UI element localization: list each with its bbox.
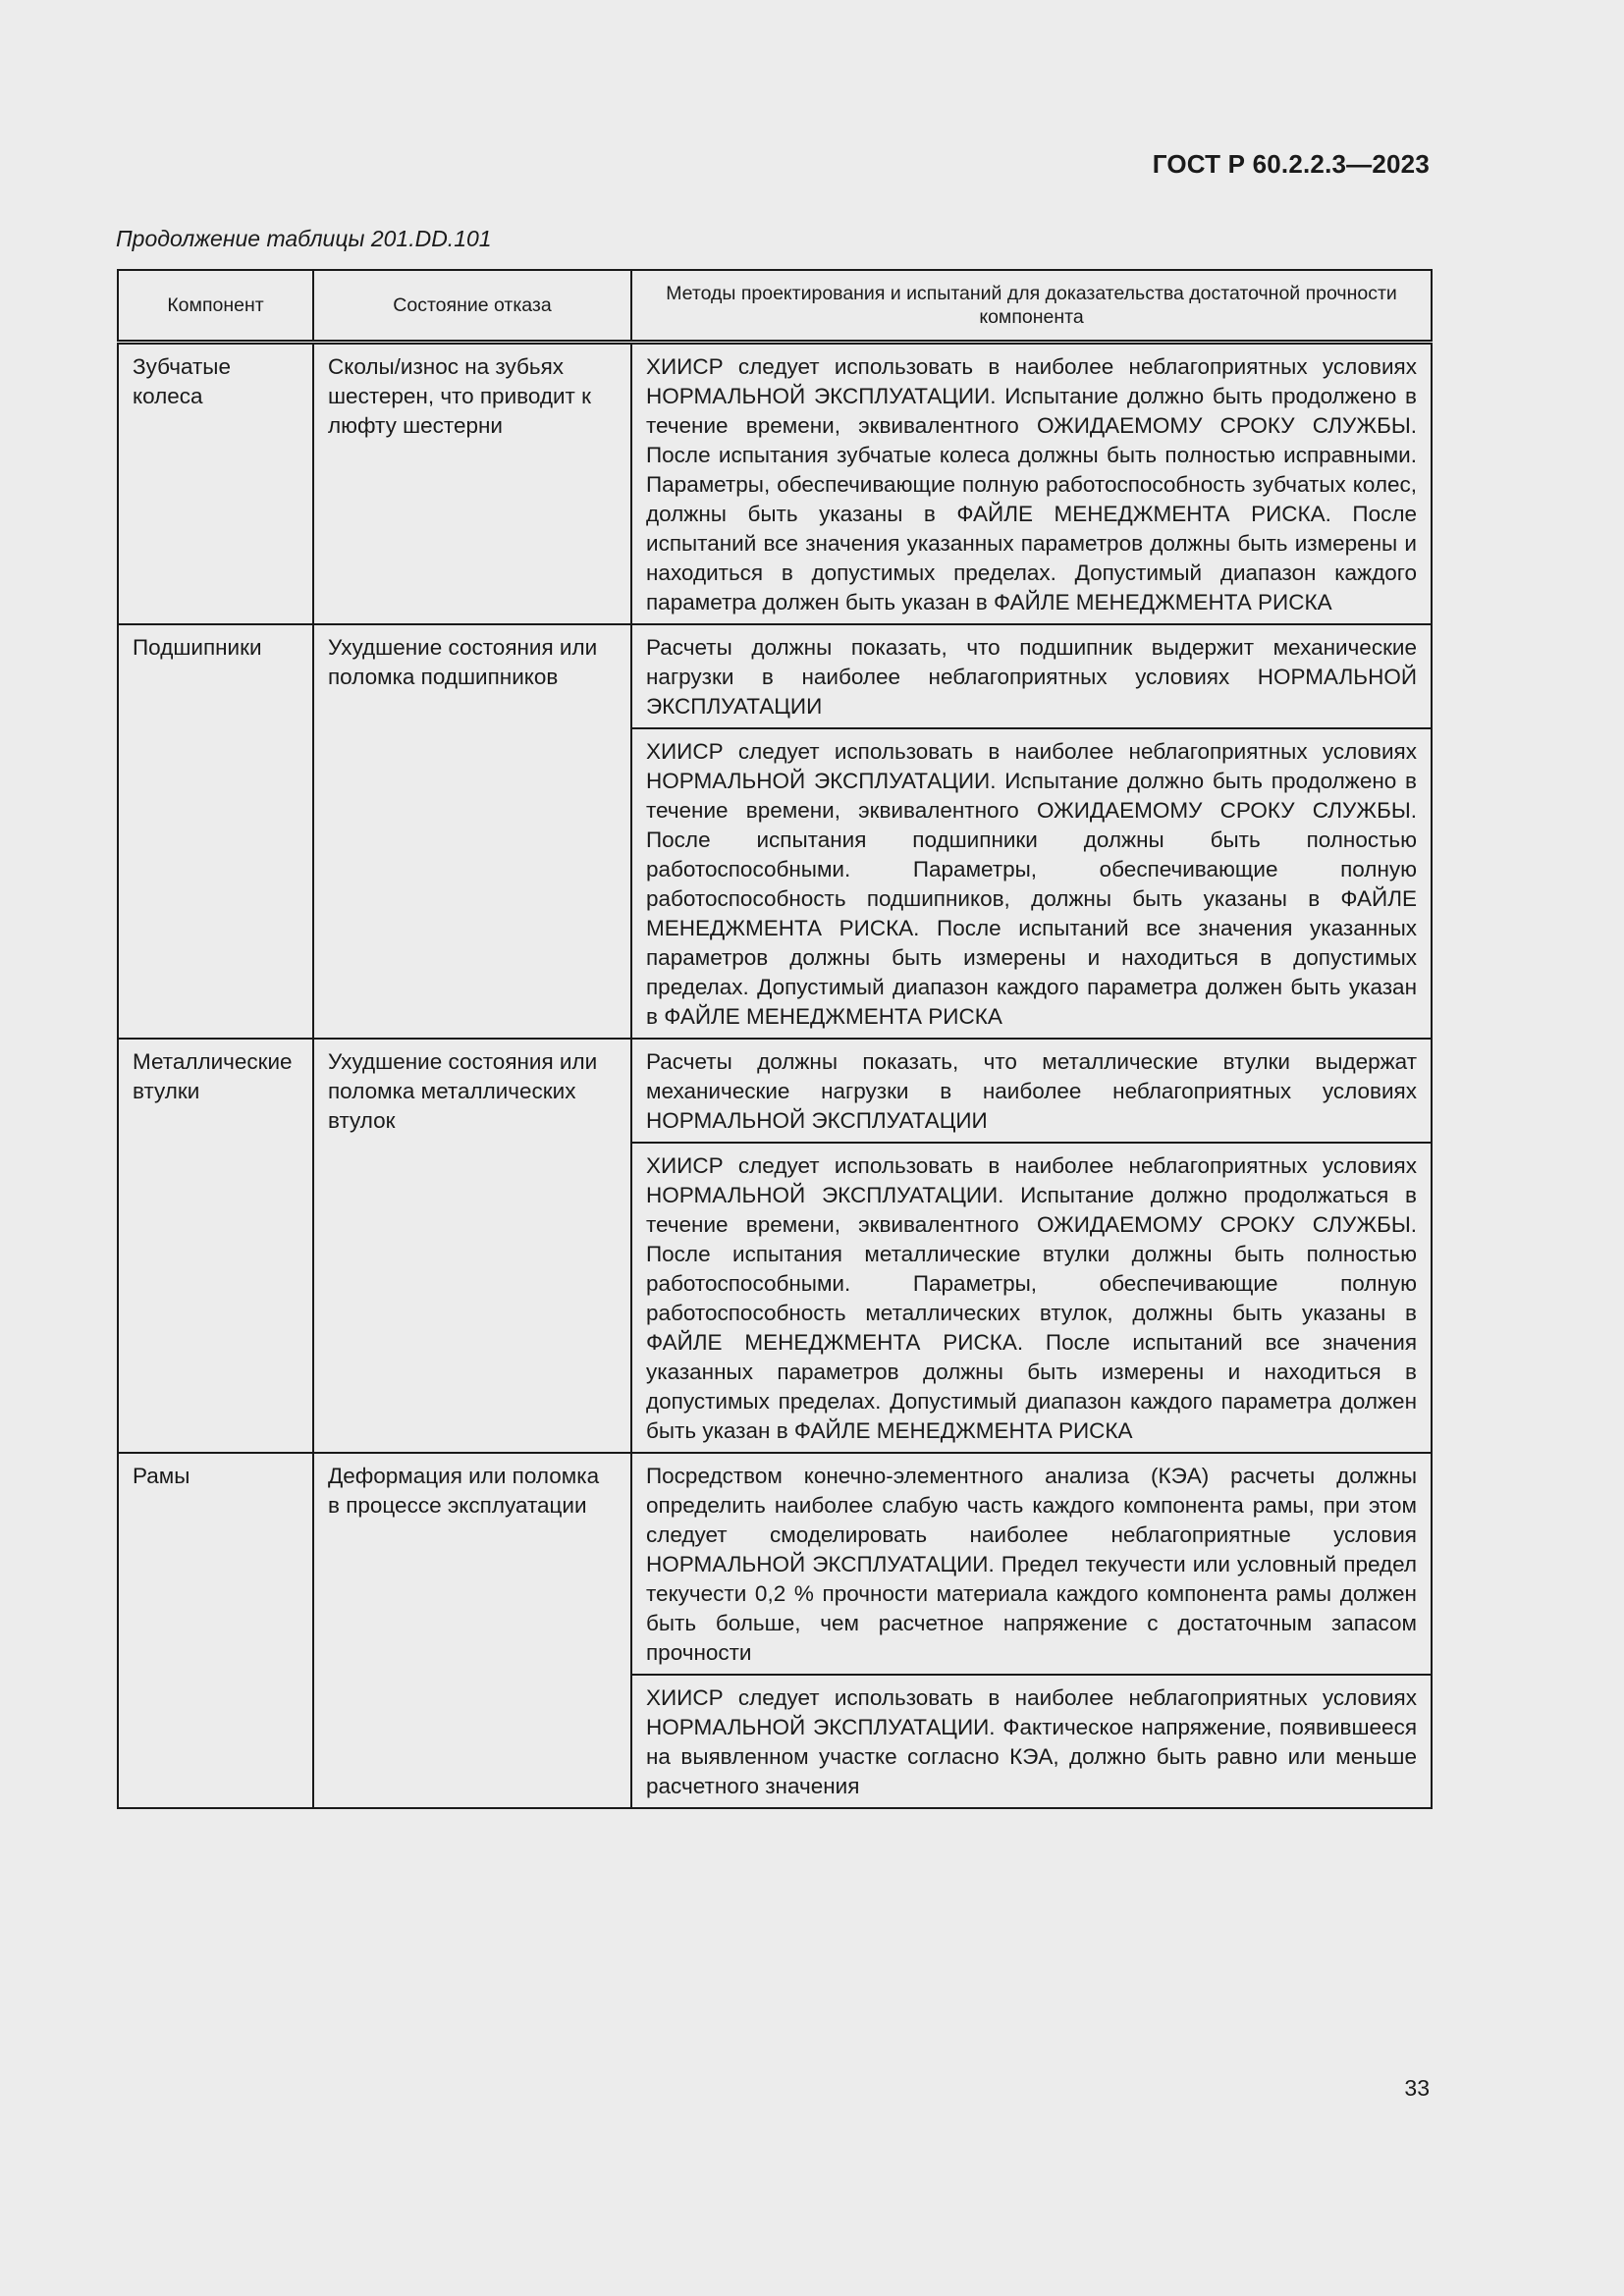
component-cell: Металлические втулки (118, 1039, 313, 1453)
page-number: 33 (1404, 2075, 1430, 2101)
failure-cell: Ухудшение состояния или поломка подшипников (313, 624, 631, 1039)
requirements-table (117, 269, 1433, 1809)
table-header (118, 270, 1432, 343)
table-row (118, 343, 1432, 625)
table-row (118, 1453, 1432, 1675)
method-cell: Расчеты должны показать, что металлические втулки выдержат механические нагрузки в наиболее неблагоприятных условиях НОРМАЛЬНОЙ ЭКСПЛУАТАЦИИ (631, 1039, 1432, 1143)
table-row (118, 624, 1432, 728)
failure-cell: Ухудшение состояния или поломка металлических втулок (313, 1039, 631, 1453)
column-header-methods: Методы проектирования и испытаний для доказательства достаточной прочности компонента (631, 270, 1432, 343)
table-header-row (118, 270, 1432, 343)
table-caption: Продолжение таблицы 201.DD.101 (116, 226, 492, 251)
method-cell: Посредством конечно-элементного анализа (КЭА) расчеты должны определить наиболее слабую часть каждого компонента рамы, при этом следует смоделировать наиболее неблагоприятные условия НОРМАЛЬНОЙ ЭКСПЛУАТАЦИИ. Предел текучести или условный предел текучести 0,2 % прочности материала каждого компонента рамы должен быть больше, чем расчетное напряжение с достаточным запасом прочности (631, 1453, 1432, 1675)
table-body (118, 343, 1432, 1809)
failure-cell: Деформация или поломка в процессе эксплуатации (313, 1453, 631, 1808)
method-cell: Расчеты должны показать, что подшипник выдержит механические нагрузки в наиболее неблагоприятных условиях НОРМАЛЬНОЙ ЭКСПЛУАТАЦИИ (631, 624, 1432, 728)
method-cell: ХИИСР следует использовать в наиболее неблагоприятных условиях НОРМАЛЬНОЙ ЭКСПЛУАТАЦИИ. Испытание должно продолжаться в течение времени, эквивалентного ОЖИДАЕМОМУ СРОКУ СЛУЖБЫ. После испытания металлические втулки должны быть полностью работоспособными. Параметры, обеспечивающие полную работоспособность металлических втулок, должны быть указаны в ФАЙЛЕ МЕНЕДЖМЕНТА РИСКА. После испытаний все значения указанных параметров должны быть измерены и находиться в допустимых пределах. Допустимый диапазон каждого параметра должен быть указан в ФАЙЛЕ МЕНЕДЖМЕНТА РИСКА (631, 1143, 1432, 1453)
failure-cell: Сколы/износ на зубьях шестерен, что приводит к люфту шестерни (313, 343, 631, 625)
column-header-component: Компонент (118, 270, 313, 343)
column-header-failure: Состояние отказа (313, 270, 631, 343)
component-cell: Зубчатые колеса (118, 343, 313, 625)
document-code: ГОСТ Р 60.2.2.3—2023 (1152, 149, 1430, 179)
method-cell: ХИИСР следует использовать в наиболее неблагоприятных условиях НОРМАЛЬНОЙ ЭКСПЛУАТАЦИИ. Испытание должно быть продолжено в течение времени, эквивалентного ОЖИДАЕМОМУ СРОКУ СЛУЖБЫ. После испытания подшипники должны быть полностью работоспособными. Параметры, обеспечивающие полную работоспособность подшипников, должны быть указаны в ФАЙЛЕ МЕНЕДЖМЕНТА РИСКА. После испытаний все значения указанных параметров должны быть измерены и находиться в допустимых пределах. Допустимый диапазон каждого параметра должен быть указан в ФАЙЛЕ МЕНЕДЖМЕНТА РИСКА (631, 728, 1432, 1039)
method-cell: ХИИСР следует использовать в наиболее неблагоприятных условиях НОРМАЛЬНОЙ ЭКСПЛУАТАЦИИ. Испытание должно быть продолжено в течение времени, эквивалентного ОЖИДАЕМОМУ СРОКУ СЛУЖБЫ. После испытания зубчатые колеса должны быть полностью исправными. Параметры, обеспечивающие полную работоспособность зубчатых колес, должны быть указаны в ФАЙЛЕ МЕНЕДЖМЕНТА РИСКА. После испытаний все значения указанных параметров должны быть измерены и находиться в допустимых пределах. Допустимый диапазон каждого параметра должен быть указан в ФАЙЛЕ МЕНЕДЖМЕНТА РИСКА (631, 343, 1432, 625)
method-cell: ХИИСР следует использовать в наиболее неблагоприятных условиях НОРМАЛЬНОЙ ЭКСПЛУАТАЦИИ. Фактическое напряжение, появившееся на выявленном участке согласно КЭА, должно быть равно или меньше расчетного значения (631, 1675, 1432, 1808)
table-row (118, 1039, 1432, 1143)
component-cell: Подшипники (118, 624, 313, 1039)
component-cell: Рамы (118, 1453, 313, 1808)
